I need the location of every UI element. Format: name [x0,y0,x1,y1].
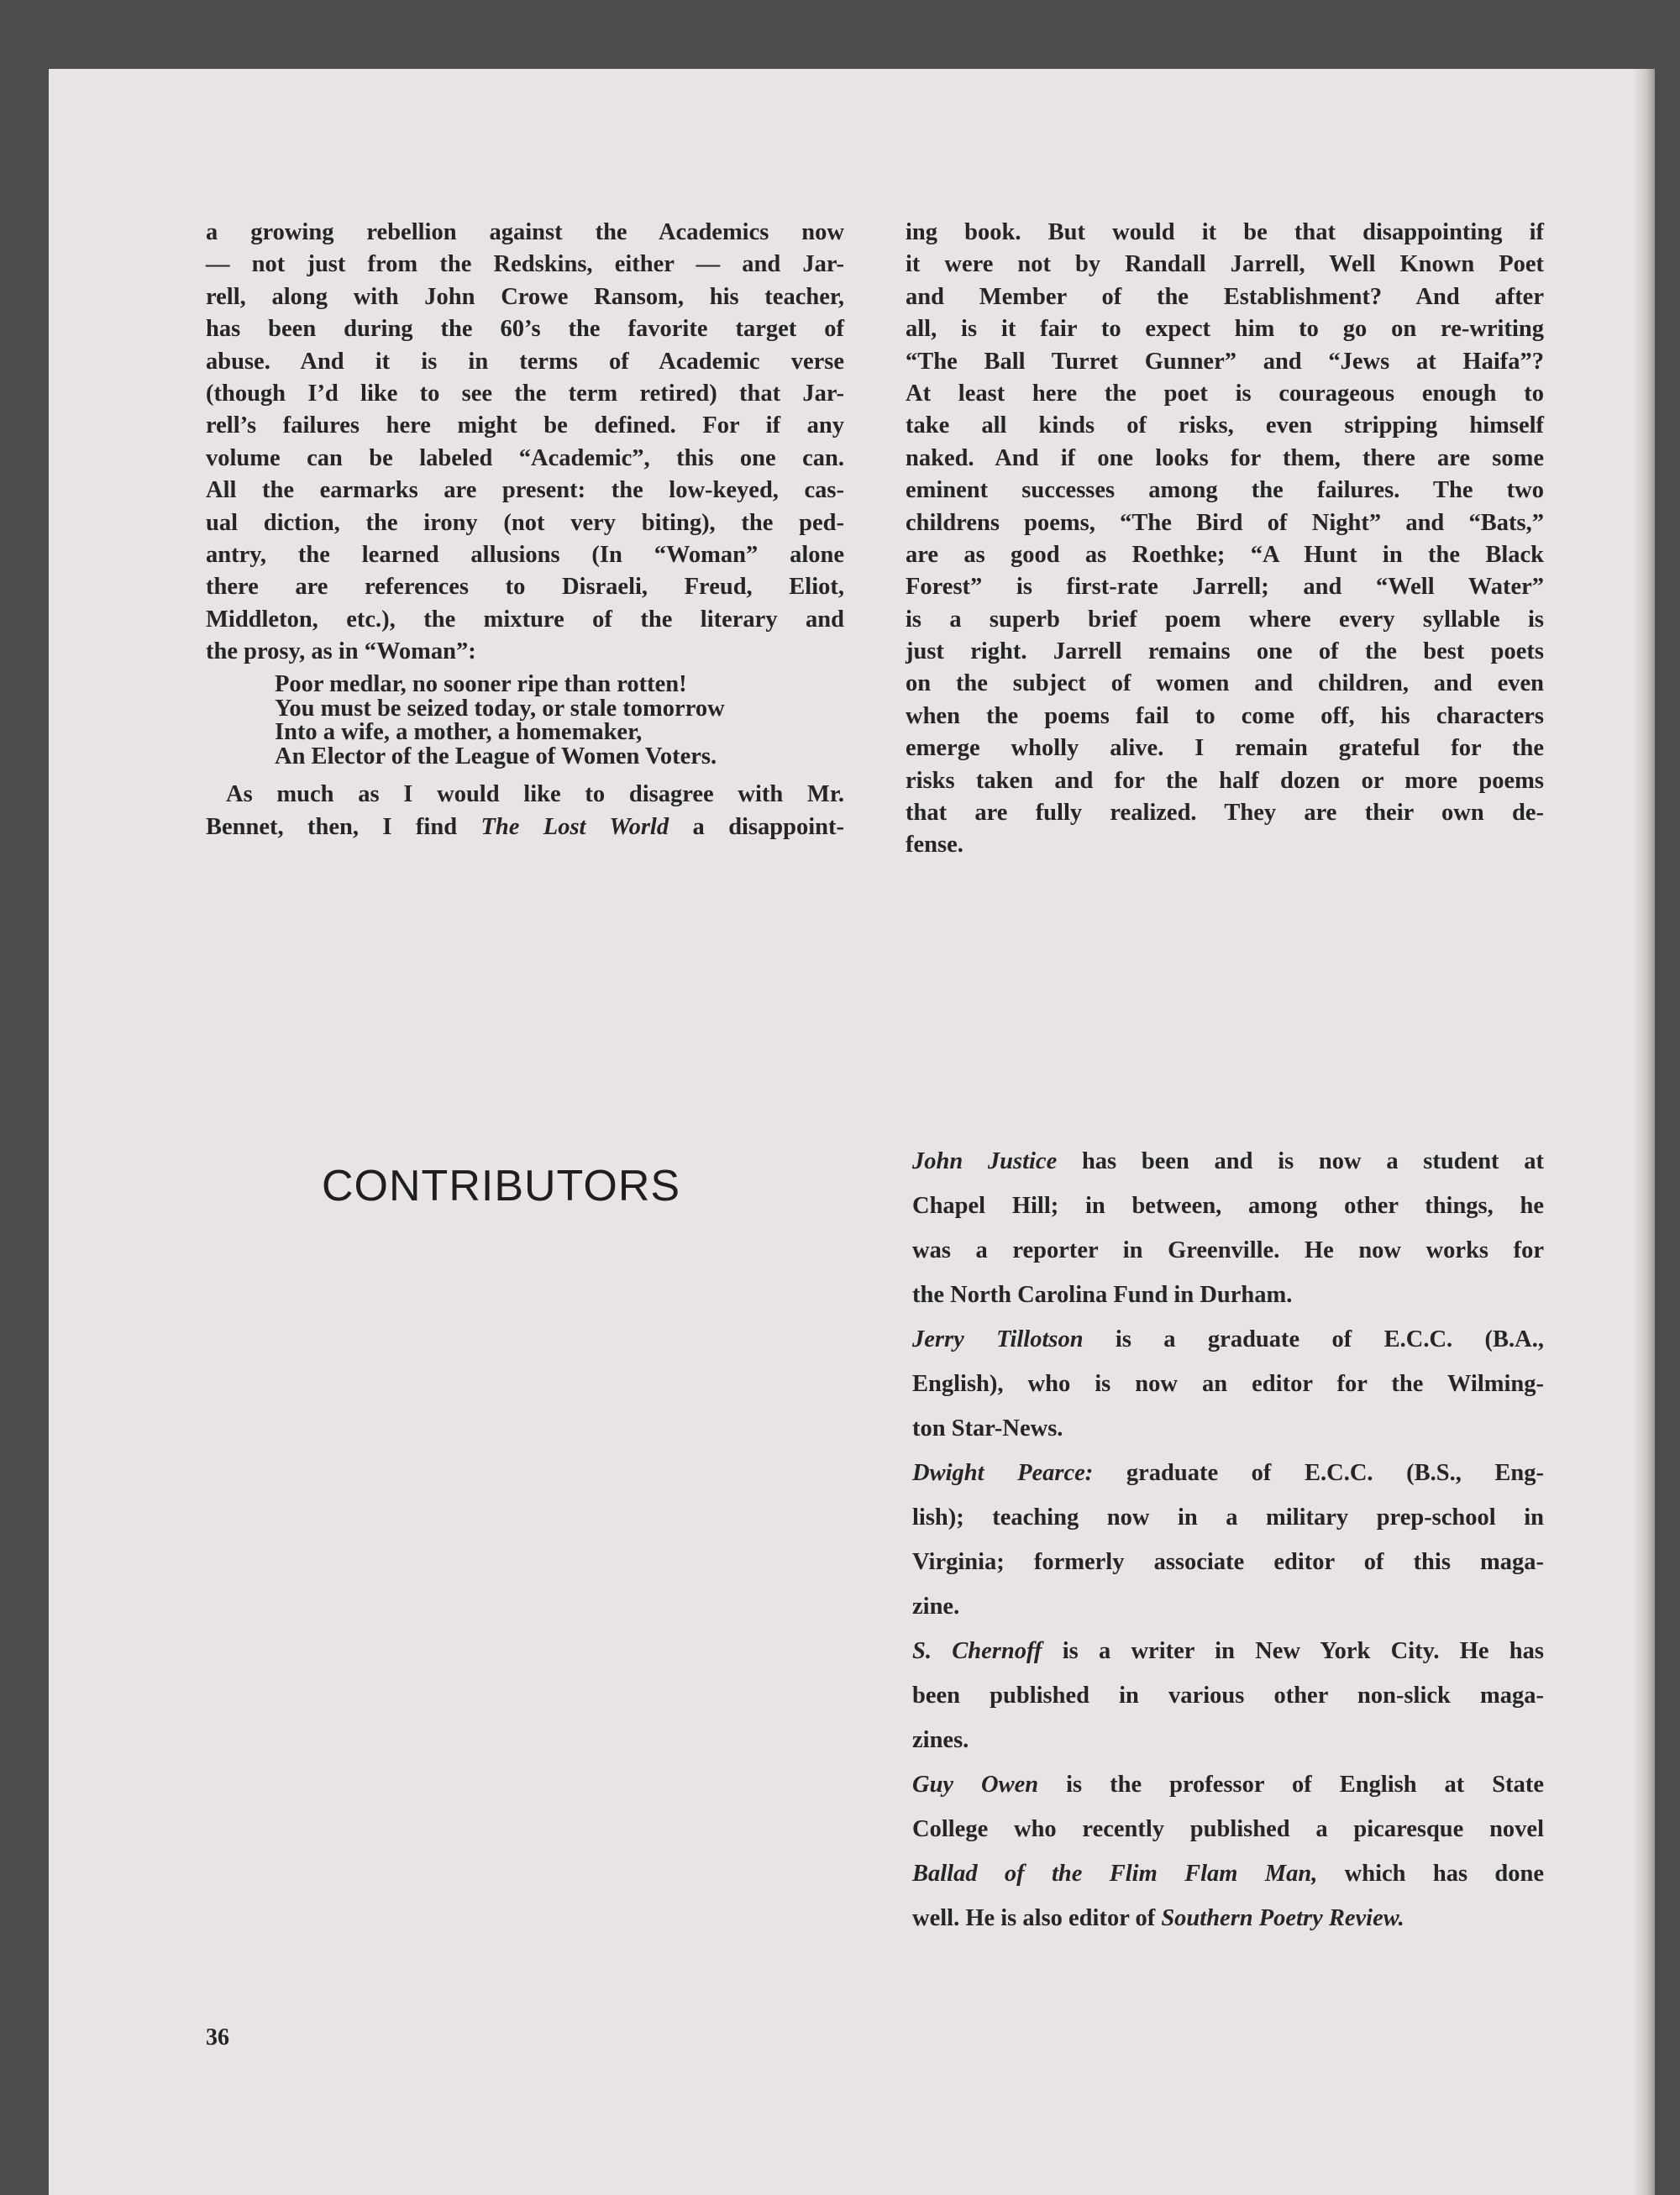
text-line [912,1540,1544,1584]
text-run: ton Star-News. [912,1415,1063,1441]
text-line [906,797,1544,829]
text-run: zines. [912,1727,969,1753]
text-run: eminent successes among the failures. The two [906,477,1544,504]
text-line [206,721,844,745]
right-column [906,217,1544,862]
text-run: graduate of E.C.C. (B.S., Eng- [1093,1460,1545,1486]
text-line [912,1406,1544,1451]
text-line [912,1584,1544,1629]
text-run: zine. [912,1594,960,1620]
text-line [906,346,1544,378]
text-run: risks taken and for the half dozen or more poems [906,767,1544,794]
text-run: Bennet, then, I find [206,813,481,840]
text-run: is a writer in New York City. He has [1042,1638,1544,1664]
italic-text-run: Guy Owen [912,1772,1039,1798]
text-line [906,604,1544,636]
text-line [206,217,844,249]
text-line [206,249,844,281]
text-run: emerge wholly alive. I remain grateful for the [906,735,1544,762]
italic-text-run: Jerry Tillotson [912,1326,1084,1352]
text-line [906,313,1544,345]
text-run: all, is it fair to expect him to go on re-writing [906,316,1544,343]
text-line [906,668,1544,700]
text-line [906,636,1544,668]
text-line [206,475,844,507]
text-run: rell, along with John Crowe Ransom, his teacher, [206,283,844,310]
text-run: An Elector of the League of Women Voters. [275,743,717,769]
text-line [906,475,1544,507]
text-line [912,1629,1544,1673]
text-run: is the professor of English at State [1038,1772,1544,1798]
contributors-heading: CONTRIBUTORS [322,1162,681,1210]
text-line [206,281,844,313]
text-line [906,378,1544,410]
text-line [912,1807,1544,1851]
text-run: and Member of the Establishment? And after [906,283,1544,310]
text-run: (though I’d like to see the term retired) that Jar- [206,380,844,407]
text-line [912,1451,1544,1495]
text-line [912,1139,1544,1184]
text-line [206,410,844,442]
text-line [906,701,1544,733]
text-line [206,507,844,539]
text-line [906,829,1544,861]
italic-text-run: S. Chernoff [912,1638,1042,1664]
page-number: 36 [206,2024,229,2051]
text-run: that are fully realized. They are their own de- [906,800,1544,827]
text-line [206,811,844,843]
text-run: on the subject of women and children, and even [906,670,1544,697]
italic-text-run: Southern Poetry Review. [1161,1905,1404,1931]
text-run: has been during the 60’s the favorite target of [206,316,844,343]
text-run: Into a wife, a mother, a homemaker, [275,719,643,746]
text-run: the prosy, as in “Woman”: [206,638,476,665]
text-line [912,1362,1544,1406]
text-run: just right. Jarrell remains one of the best poets [906,638,1544,665]
text-line [912,1273,1544,1317]
text-line [206,604,844,636]
text-line [912,1851,1544,1896]
text-run: take all kinds of risks, even stripping himself [906,412,1544,439]
text-run: — not just from the Redskins, either — and Jar- [206,251,844,278]
italic-text-run: Dwight Pearce: [912,1460,1094,1486]
text-run: You must be seized today, or stale tomorrow [275,695,725,722]
text-line [906,281,1544,313]
text-run: antry, the learned allusions (In “Woman” alone [206,541,844,568]
italic-text-run: Ballad of the Flim Flam Man, [912,1861,1318,1887]
text-line [912,1228,1544,1273]
text-line [912,1718,1544,1762]
text-run: a disappoint- [669,813,845,840]
text-run: lish); teaching now in a military prep-school in [912,1504,1544,1531]
text-run: naked. And if one looks for them, there are some [906,444,1544,471]
text-run: it were not by Randall Jarrell, Well Known Poet [906,251,1544,278]
text-run: Middleton, etc.), the mixture of the literary and [206,606,844,633]
italic-text-run: The Lost World [480,813,669,840]
text-run: childrens poems, “The Bird of Night” and “Bats,” [906,509,1544,536]
text-line [912,1317,1544,1362]
text-run: Virginia; formerly associate editor of this maga- [912,1549,1544,1575]
text-line [912,1762,1544,1807]
text-run: abuse. And it is in terms of Academic verse [206,348,844,375]
text-run: has been and is now a student at [1057,1148,1545,1174]
text-run: been published in various other non-slick maga- [912,1683,1544,1709]
text-run: Chapel Hill; in between, among other things, he [912,1193,1544,1219]
text-line [206,697,844,722]
text-line [906,410,1544,442]
text-run: volume can be labeled “Academic”, this one can. [206,444,844,471]
text-run: a growing rebellion against the Academics now [206,219,844,245]
magazine-page [49,69,1655,2195]
text-run: ing book. But would it be that disappointing if [906,219,1544,245]
text-line [912,1495,1544,1540]
text-run: well. He is also editor of [912,1905,1162,1931]
text-run: ual diction, the irony (not very biting), the ped- [206,509,844,536]
text-line [912,1673,1544,1718]
text-run: which has done [1317,1861,1544,1887]
text-line [906,249,1544,281]
text-line [906,539,1544,571]
contributor-bios [912,1139,1544,1940]
text-run: College who recently published a picaresque novel [912,1816,1544,1842]
text-line [206,571,844,603]
text-run: the North Carolina Fund in Durham. [912,1282,1293,1308]
left-column [206,217,844,843]
text-line [906,733,1544,764]
text-run: rell’s failures here might be defined. For if any [206,412,844,439]
text-run: Forest” is first-rate Jarrell; and “Well Water” [906,574,1544,601]
poem-quote [206,673,844,769]
text-run: As much as I would like to disagree with Mr. [226,781,844,808]
text-run: English), who is now an editor for the Wilming- [912,1371,1544,1397]
text-line [912,1184,1544,1228]
text-line [912,1896,1544,1940]
text-line [206,779,844,811]
contributors-list [912,1139,1544,1940]
text-run: is a graduate of E.C.C. (B.A., [1083,1326,1544,1352]
text-line [206,443,844,475]
text-run: All the earmarks are present: the low-keyed, cas- [206,477,844,504]
text-line [206,539,844,571]
text-line [906,217,1544,249]
text-run: are as good as Roethke; “A Hunt in the Black [906,541,1544,568]
text-run: Poor medlar, no sooner ripe than rotten! [275,671,687,698]
essay-paragraph [906,217,1544,862]
text-line [906,765,1544,797]
text-run: was a reporter in Greenville. He now works for [912,1237,1544,1263]
essay-paragraph [206,779,844,843]
text-line [206,673,844,697]
text-run: “The Ball Turret Gunner” and “Jews at Haifa”? [906,348,1544,375]
text-line [206,378,844,410]
text-run: At least here the poet is courageous enough to [906,380,1544,407]
text-run: there are references to Disraeli, Freud, Eliot, [206,574,844,601]
text-run: when the poems fail to come off, his characters [906,702,1544,729]
text-line [906,571,1544,603]
italic-text-run: John Justice [912,1148,1058,1174]
text-line [206,313,844,345]
text-line [206,346,844,378]
text-run: is a superb brief poem where every syllable is [906,606,1544,633]
text-line [906,507,1544,539]
text-line [206,636,844,668]
text-line [906,443,1544,475]
text-run: fense. [906,832,963,859]
text-line [206,745,844,769]
essay-paragraph [206,217,844,668]
